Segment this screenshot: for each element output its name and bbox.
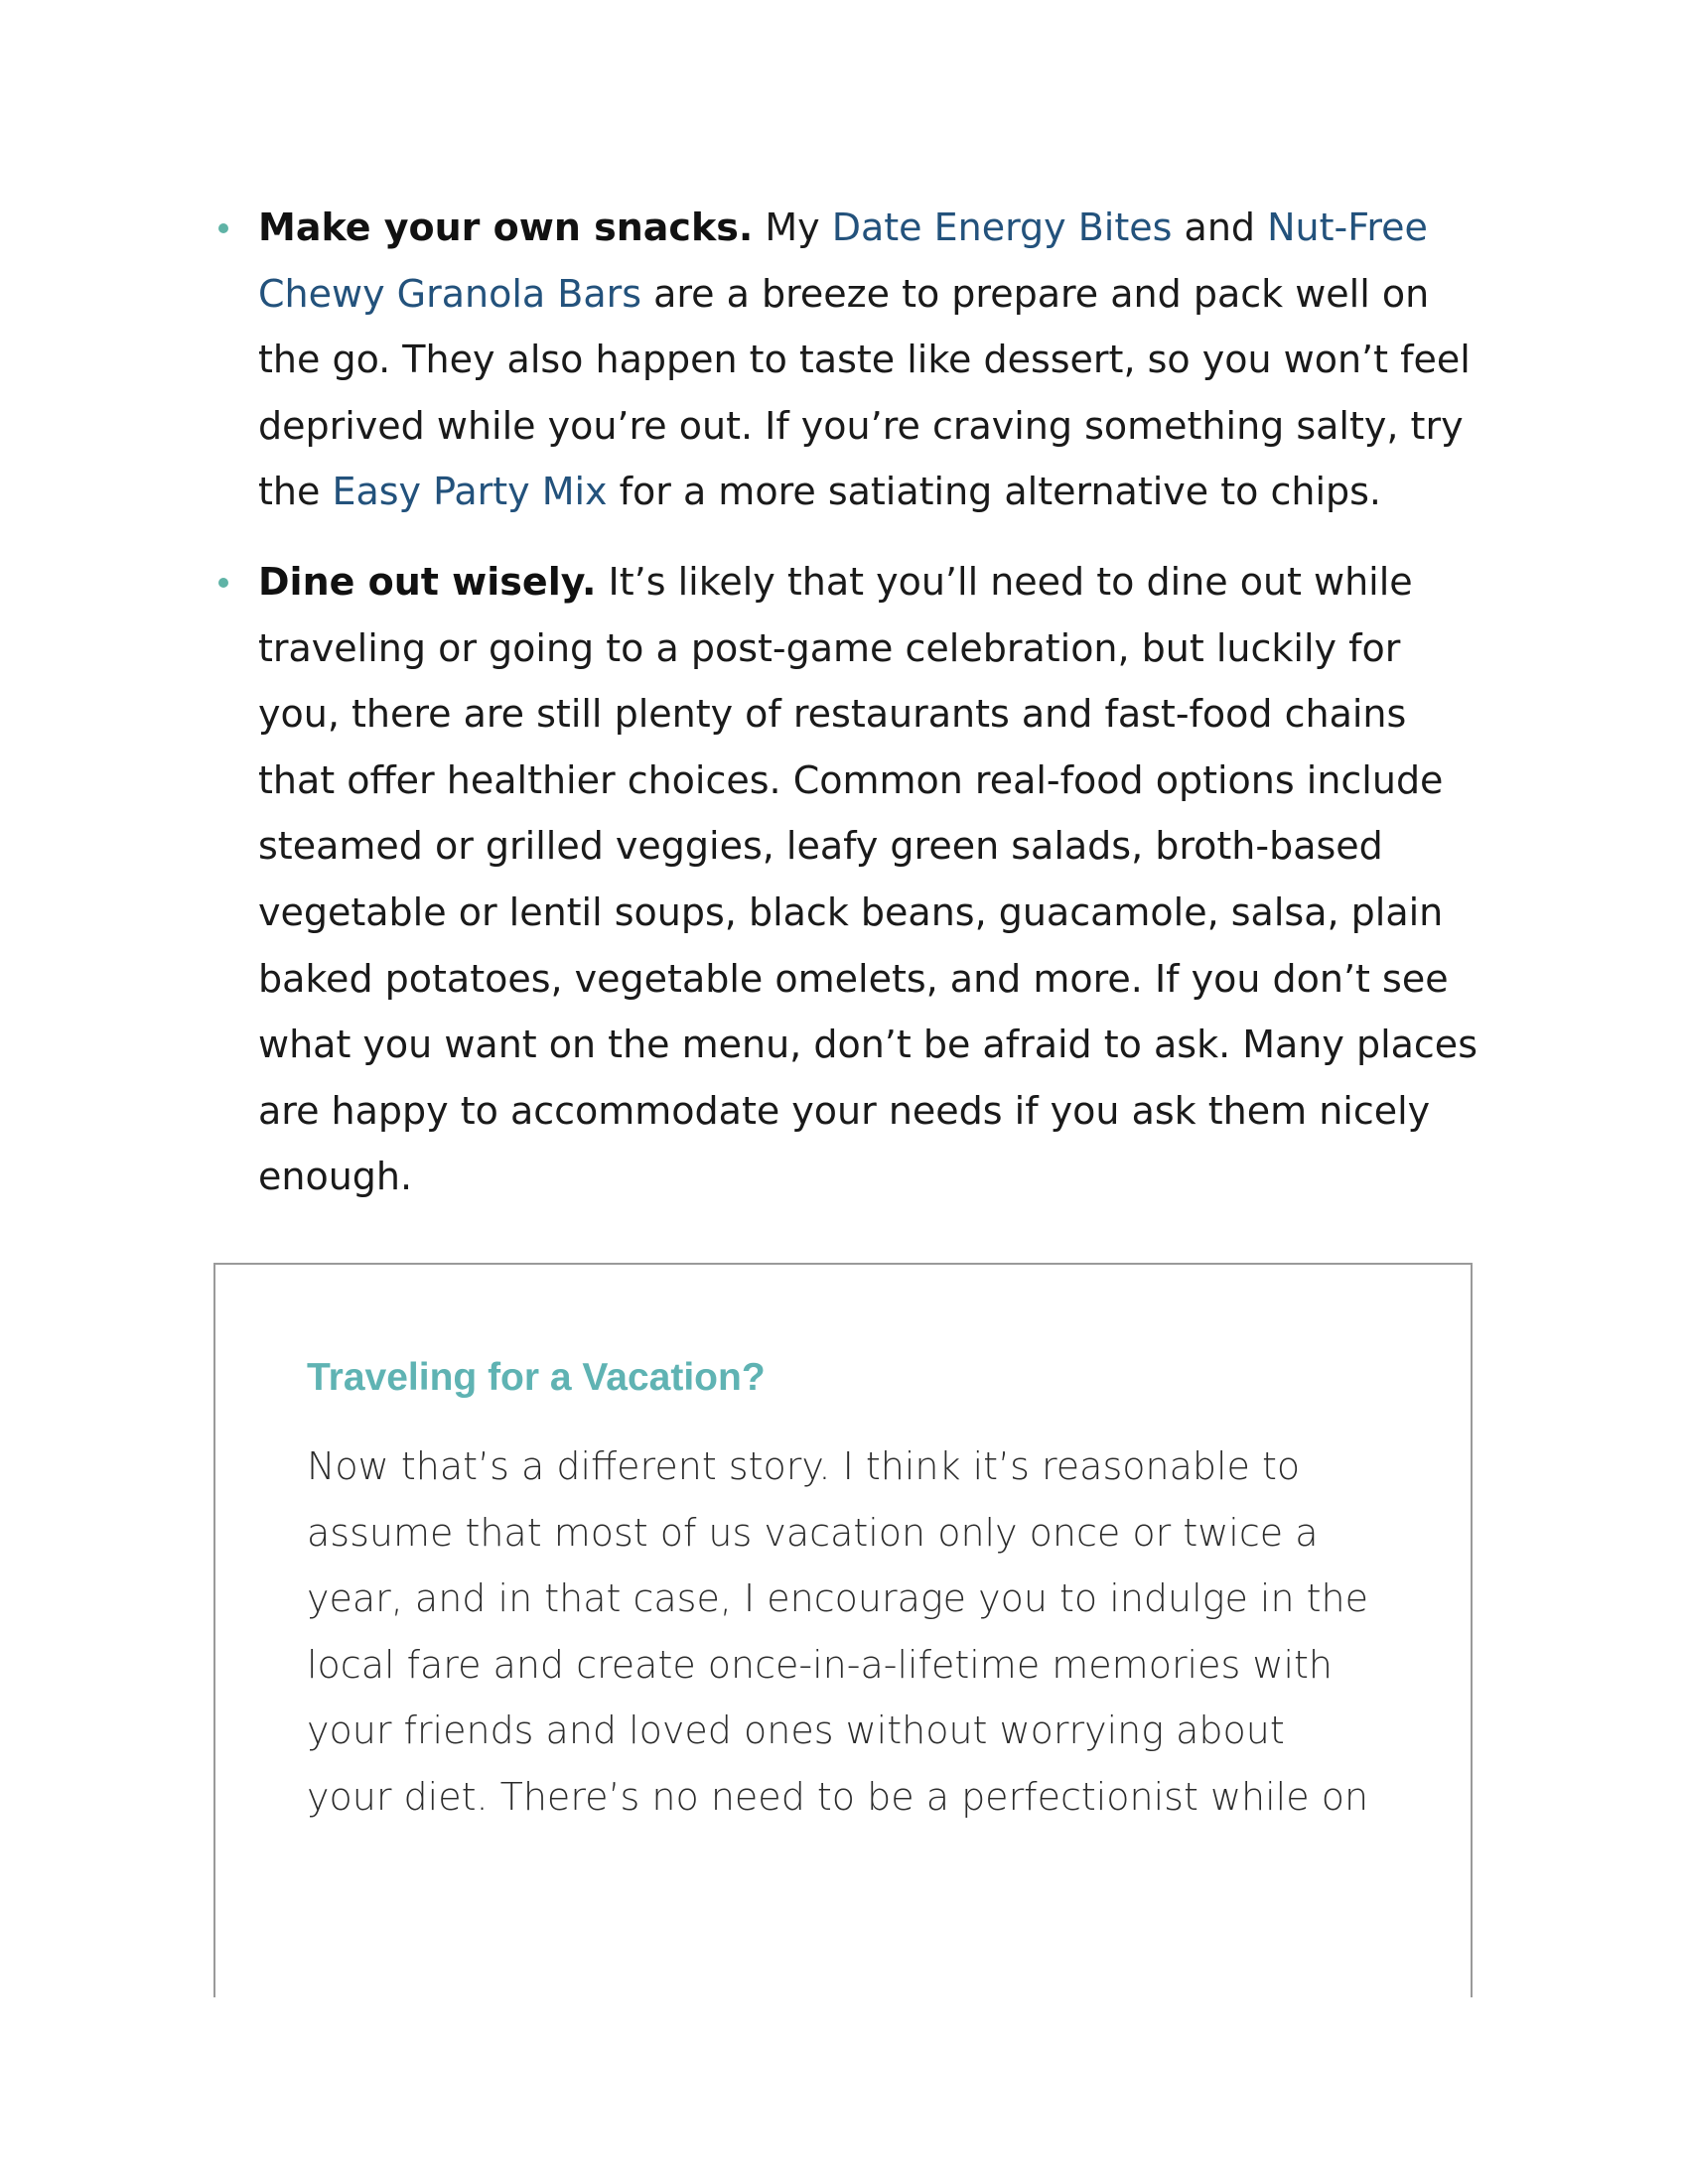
bullet-lead: Dine out wisely. xyxy=(258,559,597,604)
bullet-dot-icon xyxy=(218,578,228,588)
bullet-text: are a breeze to prepare and pack well on the go. They also happen to taste like dessert, so you won’t feel deprived while you’re out. If you’re craving something salty, try the xyxy=(258,271,1471,514)
tips-list xyxy=(214,195,1485,1234)
bullet-text: for a more satiating alternative to chips. xyxy=(607,470,1381,514)
link-date-energy-bites[interactable]: Date Energy Bites xyxy=(831,205,1173,249)
link-easy-party-mix[interactable]: Easy Party Mix xyxy=(332,470,608,514)
bullet-text: My xyxy=(753,205,832,249)
list-item-make-snacks xyxy=(214,195,1485,525)
bullet-dot-icon xyxy=(218,223,228,233)
sidebar-text: Now that’s a different story. I think it’s reasonable to assume that most of us vacation only once or twice a year, and in that case, I encourage you to indulge in the local fare and create once-in-a-lifetime memories with your friends and loved ones without worrying about your diet. There’s no need to be a perfectionist while on xyxy=(307,1444,1369,1819)
sidebar-title: Traveling for a Vacation? xyxy=(307,1356,766,1399)
link-nut-free-granola-bars[interactable]: Nut-Free Chewy Granola Bars xyxy=(258,205,1428,316)
bullet-text: It’s likely that you’ll need to dine out while traveling or going to a post-game celebration, but luckily for you, there are still plenty of restaurants and fast-food chains that offer healthier choices. Common real-food options include steamed or grilled veggies, leafy green salads, broth-based vegetable or lentil soups, black beans, guacamole, salsa, plain baked potatoes, vegetable omelets, and more. If you don’t see what you want on the menu, don’t be afraid to ask. Many places are happy to accommodate your needs if you ask them nicely enough. xyxy=(258,559,1477,1199)
bullet-lead: Make your own snacks. xyxy=(258,205,754,249)
bullet-text: and xyxy=(1172,205,1268,249)
list-item-dine-out xyxy=(214,549,1485,1210)
sidebar-box xyxy=(213,1263,1473,1997)
